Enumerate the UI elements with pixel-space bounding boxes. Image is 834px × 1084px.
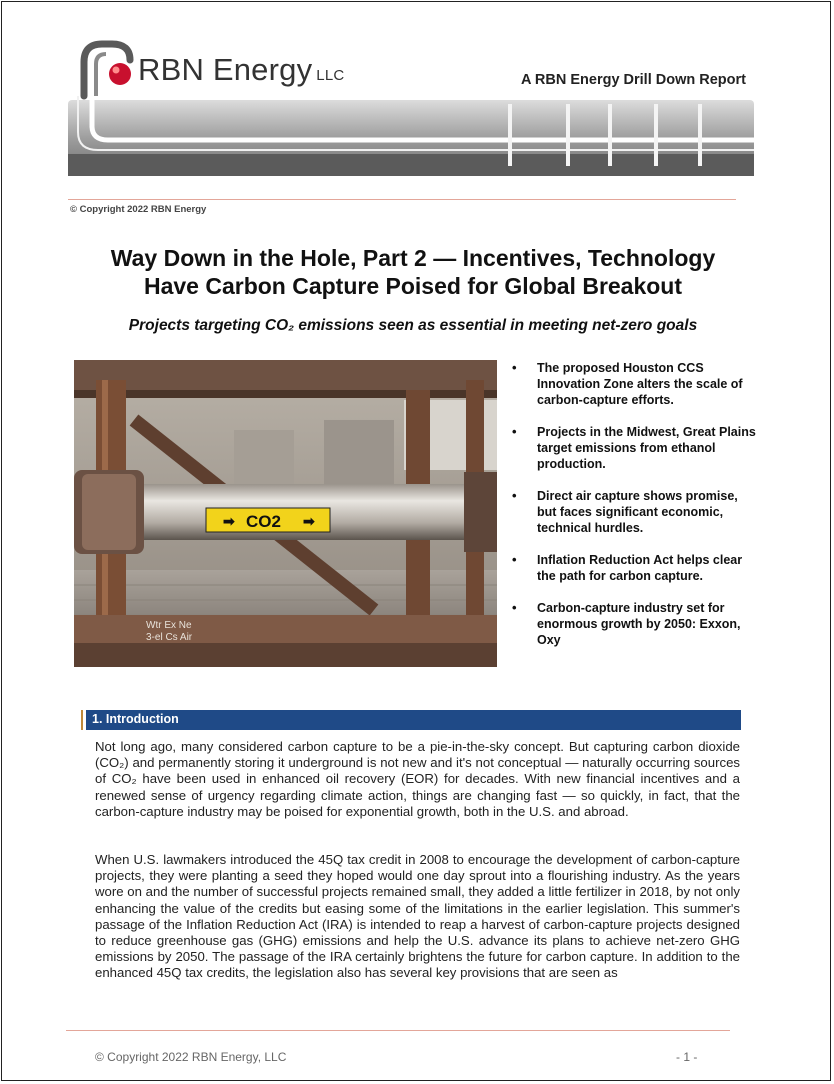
brand-text: RBN Energy xyxy=(138,52,313,87)
header-rule xyxy=(68,199,736,200)
header-pipe-band xyxy=(68,96,754,176)
svg-text:➡: ➡ xyxy=(223,513,235,529)
footer-copyright: © Copyright 2022 RBN Energy, LLC xyxy=(95,1050,287,1064)
page-title xyxy=(60,244,766,300)
page-subtitle: Projects targeting CO₂ emissions seen as essential in meeting net-zero goals xyxy=(128,317,698,334)
section-heading: 1. Introduction xyxy=(92,712,179,726)
section-marker xyxy=(81,710,83,730)
section-heading-bar xyxy=(86,710,741,730)
key-point: • Projects in the Midwest, Great Plains target emissions from ethanol production. xyxy=(510,424,756,472)
rbn-logo-icon xyxy=(78,38,140,100)
key-point: • Direct air capture shows promise, but faces significant economic, technical hurdles. xyxy=(510,488,756,536)
co2-pipeline-photo xyxy=(74,360,497,667)
key-points-list xyxy=(510,360,756,664)
brand-name xyxy=(138,52,344,88)
photo-stencil-1: Wtr Ex Ne xyxy=(146,620,192,631)
footer-rule xyxy=(66,1030,730,1031)
co2-pipe-label: CO2 xyxy=(246,512,281,531)
key-point: • Carbon-capture industry set for enormous growth by 2050: Exxon, Oxy xyxy=(510,600,756,648)
page-number: - 1 - xyxy=(676,1050,698,1064)
title-line-2: Have Carbon Capture Poised for Global Breakout xyxy=(143,273,683,299)
copyright-top: © Copyright 2022 RBN Energy xyxy=(70,204,207,215)
key-point: • The proposed Houston CCS Innovation Zone alters the scale of carbon-capture efforts. xyxy=(510,360,756,408)
key-point: • Inflation Reduction Act helps clear the path for carbon capture. xyxy=(510,552,756,584)
photo-stencil-2: 3-el Cs Air xyxy=(146,632,193,643)
report-type: A RBN Energy Drill Down Report xyxy=(520,72,746,88)
body-paragraph-2: When U.S. lawmakers introduced the 45Q tax credit in 2008 to encourage the development of carbon-capture projects, they were planting a seed they hoped would one day sprout into a flourishing industry. As the years wore on and the number of successful projects remained small, they added a little fertilizer in 2018, by not only enhancing the value of the credits but easing some of the limitations in the earlier legislation. This summer's passage of the Inflation Reduction Act (IRA) is intended to reap a harvest of carbon-capture projects designed to reduce greenhouse gas (GHG) emissions and help the U.S. advance its plans to achieve net-zero GHG emissions by 2050. The passage of the IRA certainly brightens the future for carbon capture. In addition to the enhanced 45Q tax credits, the legislation also has several key provisions that are seen as xyxy=(95,852,740,981)
body-paragraph-1: Not long ago, many considered carbon capture to be a pie-in-the-sky concept. But capturing carbon dioxide (CO₂) and permanently storing it underground is not new and it's not conceptual — naturally occurring sources of CO₂ have been used in enhanced oil recovery (EOR) for decades. With new financial incentives and a renewed sense of urgency regarding climate action, things are changing fast — so quickly, in fact, that the carbon-capture industry may be poised for exponential growth, both in the U.S. and abroad. xyxy=(95,739,740,819)
title-line-1: Way Down in the Hole, Part 2 — Incentives, Technology xyxy=(110,245,716,271)
svg-text:➡: ➡ xyxy=(303,513,315,529)
brand-suffix: LLC xyxy=(316,67,345,84)
